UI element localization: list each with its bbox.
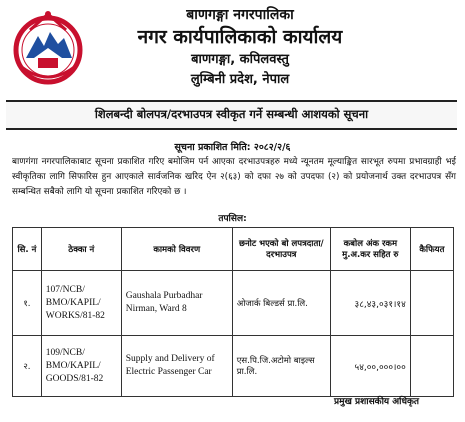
office-name: नगर कार्यपालिकाको कार्यालय xyxy=(137,26,343,48)
table-row xyxy=(13,336,454,397)
cell-bid-amount: ३८,४३,०३१।१४ xyxy=(330,271,410,336)
municipality-name: बाणगङ्गा नगरपालिका xyxy=(186,7,294,23)
cell-selected-bidder: ओजार्क बिल्डर्स प्रा.लि. xyxy=(232,271,330,336)
cell-work-description: Supply and Delivery of Electric Passenger Car xyxy=(121,336,232,397)
header-serial: सि. नं xyxy=(13,228,42,271)
cell-remarks xyxy=(410,271,453,336)
cell-work-description: Gaushala Purbadhar Nirman, Ward 8 xyxy=(121,271,232,336)
publish-date: सूचना प्रकाशित मिति: २०८२/२/६ xyxy=(174,142,291,153)
cell-remarks xyxy=(410,336,453,397)
notice-title-banner: शिलबन्दी बोलपत्र/दरभाउपत्र स्वीकृत गर्ने सम्बन्धी आशयको सूचना xyxy=(6,100,457,130)
cell-bid-amount: ५४,००,०००।०० xyxy=(330,336,410,397)
table-row xyxy=(13,271,454,336)
cell-serial: २. xyxy=(13,336,42,397)
header-bid-amount: कबोल अंक रकम मु.अ.कर सहित रु xyxy=(330,228,410,271)
details-label: तपसिल: xyxy=(218,214,247,224)
nepal-government-emblem-icon xyxy=(8,8,88,88)
cell-contract-no: 109/NCB/ BMO/KAPIL/ GOODS/81-82 xyxy=(41,336,121,397)
cell-contract-no: 107/NCB/ BMO/KAPIL/ WORKS/81-82 xyxy=(41,271,121,336)
notice-paragraph: बाणगंगा नगरपालिकाबाट सूचना प्रकाशित गरिए बमोजिम पर्न आएका दरभाउपत्रहरु मध्ये न्यूनतम मूल्याङ्कित सारभूत रुपमा प्रभावग्राही भई स्वीकृतिका लागि सिफारिस हुन आएकाले सार्वजनिक खरिद ऐन २(६३) को दफा २७ को उपदफा (२) को प्रयोजनार्थ उक्त दरभाउपत्र सँग सम्बन्धित सबैको लागि यो सूचना प्रकाशित गरिएको छ । xyxy=(12,157,456,197)
office-location: बाणगङ्गा, कपिलवस्तु xyxy=(191,52,289,67)
province-country: लुम्बिनी प्रदेश, नेपाल xyxy=(190,72,290,87)
cell-serial: १. xyxy=(13,271,42,336)
cell-selected-bidder: एस.पि.जि.अटोमो बाइल्स प्रा.लि. xyxy=(232,336,330,397)
header-contract-no: ठेक्का नं xyxy=(41,228,121,271)
header-selected-bidder: छनोट भएको बो लपत्रदाता/दरभाउपत्र xyxy=(232,228,330,271)
header-work-description: कामको विवरण xyxy=(121,228,232,271)
contracts-table xyxy=(12,227,454,397)
notice-header xyxy=(0,0,465,100)
table-header-row xyxy=(13,228,454,271)
header-remarks: कैफियत xyxy=(410,228,453,271)
signatory-title: प्रमुख प्रशासकीय अधिकृत xyxy=(334,397,420,407)
